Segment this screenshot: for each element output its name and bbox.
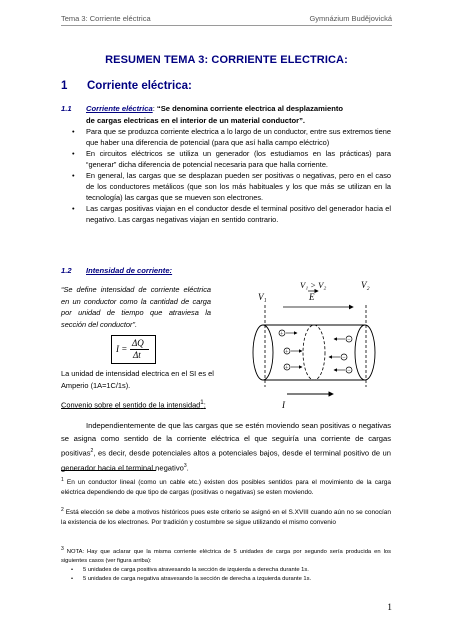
charges xyxy=(279,330,352,374)
subsection-name: Intensidad de corriente: xyxy=(86,266,173,275)
footnote-rule xyxy=(61,470,156,471)
svg-text:+: + xyxy=(285,365,289,372)
svg-text:−: − xyxy=(347,368,351,374)
v1-label: V₁ xyxy=(258,292,267,302)
formula-numerator: ΔQ xyxy=(132,338,144,348)
document-title: RESUMEN TEMA 3: CORRIENTE ELECTRICA: xyxy=(105,54,348,66)
footnote-2: $^2$ Está elección se debe a motivos históricos pues este criterio se asignó en el S.XVIII cuando aún no se conocían la existencia de los electrones. Por tradición y costumbre se sigue utilizando el mismo convenio xyxy=(61,507,391,526)
formula-lhs: I = xyxy=(116,344,128,354)
footnote-1: $^1$ En un conductor lineal (como un cable etc.) existen dos posibles sentidos para el movimiento de la carga eléctrica dependiendo de que tipo de cargas (positivas o negativas) se esten moviendo. xyxy=(61,477,391,496)
v2-label: V₂ xyxy=(361,280,370,290)
section-number: 1 xyxy=(61,80,68,92)
conductor-diagram xyxy=(225,267,390,412)
current-label: I xyxy=(282,400,285,410)
convention-heading: Convenio sobre el sentido de la intensidad$^1$: xyxy=(61,399,206,410)
svg-text:−: − xyxy=(342,355,346,361)
footnote-3: $^3$ NOTA: Hay que aclarar que la misma corriente eléctrica de 5 unidades de carga por segundo sería producida en los siguientes casos (ver figura arriba): • 5 unidades de carga positiva atravesando la sección de izquierda a derecha durante 1s. • 5 unidades de carga negativa atravesando la sección de derecha a izquierda durante 1s. xyxy=(61,546,391,582)
bullet-list xyxy=(61,127,391,226)
svg-text:+: + xyxy=(285,349,289,356)
subsection-number: 1.1 xyxy=(61,104,72,113)
intensity-formula xyxy=(111,335,156,364)
section-heading xyxy=(61,80,192,92)
list-item: • En circuitos eléctricos se utiliza un generador (los estudiamos en las prácticas) para “generar” dicha diferencia de potencial necesaria para que halla corriente. xyxy=(72,149,391,169)
list-item: • 5 unidades de carga positiva atravesando la sección de izquierda a derecha durante 1s. xyxy=(71,566,309,573)
page-number: 1 xyxy=(387,603,392,613)
cross-section xyxy=(303,325,325,380)
list-item: • Las cargas positivas viajan en el conductor desde el terminal positivo del generador hacia el negativo. Las cargas negativas viajan en sentido contrario. xyxy=(72,204,391,224)
cylinder-left-end xyxy=(253,325,273,380)
header-rule xyxy=(61,25,392,26)
subsection-name: Corriente eléctrica xyxy=(86,104,153,113)
header-left: Tema 3: Corriente eléctrica xyxy=(61,14,151,23)
unit-text: La unidad de intensidad electrica en el SI es el Amperio (1A=1C/1s). xyxy=(61,369,214,390)
definition-line-1: “Se denomina corriente electrica al desplazamiento xyxy=(156,104,344,113)
definition-line-2: de cargas electricas en el interior de un material conductor”. xyxy=(86,116,306,126)
list-item: • Para que se produzca corriente electrica a lo largo de un conductor, entre sus extremos tiene que haber una diferencia de potencial (para que así halla campo eléctrico) xyxy=(72,127,391,147)
list-item: • En general, las cargas que se desplazan pueden ser positivas o negativas, pero en el caso de los conductores metálicos (que son los más habituales y los que más se utilizan en la tecnología) las cargas que se mueven son electrones. xyxy=(72,171,391,202)
formula-denominator: Δt xyxy=(133,350,141,360)
field-label: E xyxy=(309,292,315,302)
svg-text:+: + xyxy=(280,331,284,338)
svg-text:−: − xyxy=(347,337,351,343)
header-right: Gymnázium Budějovická xyxy=(309,14,392,23)
intensity-definition: “Se define intensidad de corriente eléctrica en un conductor como la cantidad de carga por unidad de tiempo que atraviesa la sección del conductor”. xyxy=(61,285,211,329)
subsection-number: 1.2 xyxy=(61,266,72,275)
list-item: • 5 unidades de carga negativa atravesando la sección de derecha a izquierda durante 1s. xyxy=(71,575,312,582)
cylinder-right-end xyxy=(355,325,375,380)
potential-relation: V₁ > V₂ xyxy=(300,280,327,290)
footnote-3-list xyxy=(61,566,391,584)
body-paragraph: Independientemente de que las cargas que se estén moviendo sean positivas o negativas se asigna como sentido de la corriente eléctrica el que seguiría una corriente de cargas positivas$^2$, es decir, desde potenciales altos a potenciales bajos, desde el terminal positivo de un generador hacia el terminal negativo$^3$. xyxy=(61,421,391,473)
section-title: Corriente eléctrica: xyxy=(87,80,192,92)
subsection-1-2 xyxy=(61,266,172,275)
subsection-1-1: 1.1 Corriente eléctrica: “Se denomina corriente electrica al desplazamiento de cargas electricas en el interior de un material conductor”. xyxy=(61,103,391,128)
